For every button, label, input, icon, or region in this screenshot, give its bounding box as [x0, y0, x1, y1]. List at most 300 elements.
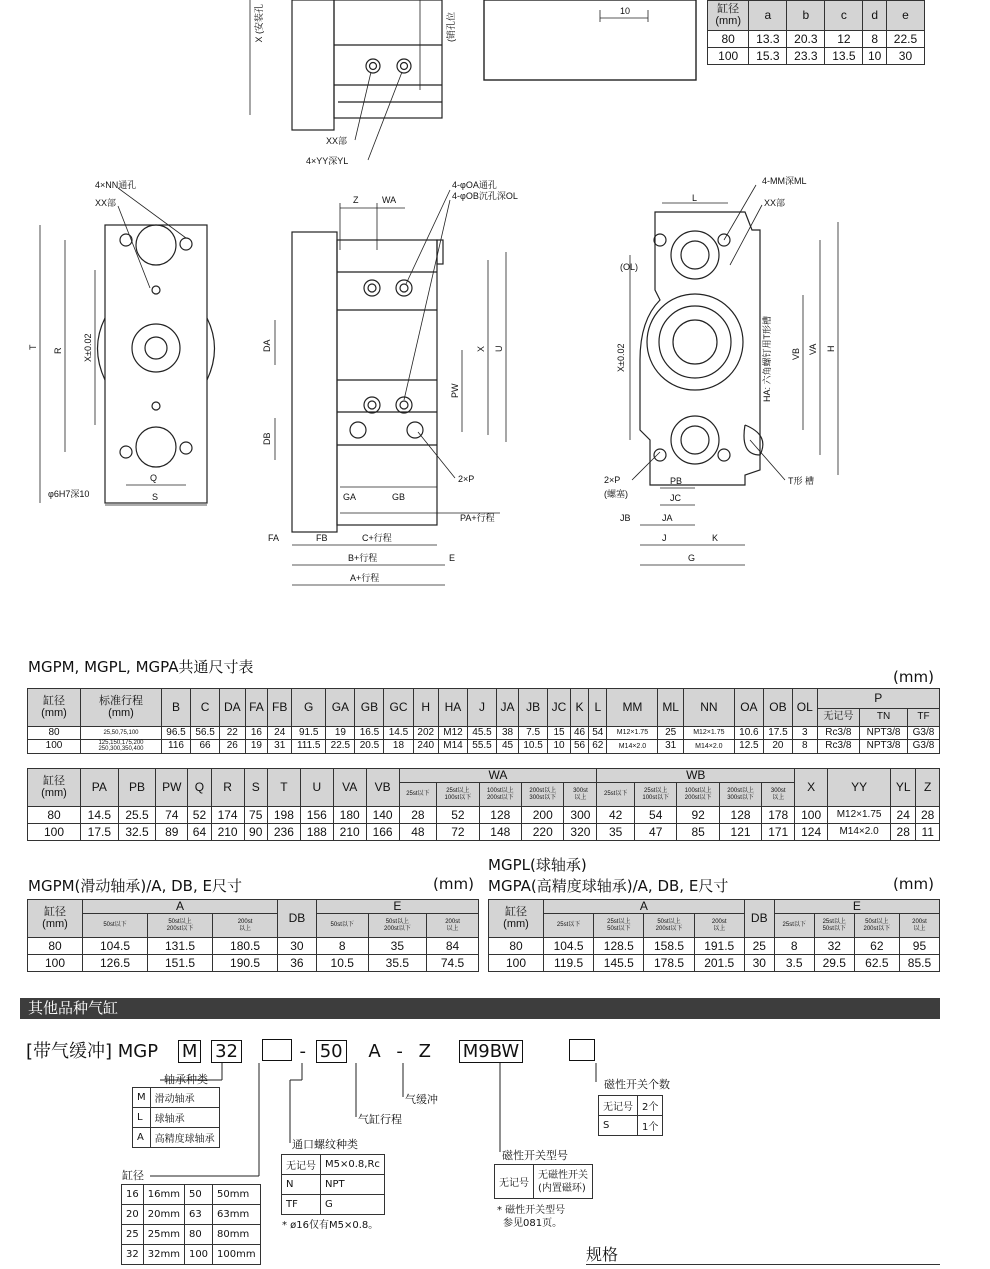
table-cell: 300 [564, 807, 597, 824]
table-row [28, 824, 940, 841]
table-cell: 80 [28, 727, 81, 740]
table-row [28, 727, 940, 740]
ab-cell: 10 [863, 48, 887, 65]
table-cell: 100 [28, 955, 83, 972]
bore-row [122, 1225, 261, 1245]
ct-head-p-sub: TF [907, 709, 939, 727]
table-cell: 151.5 [148, 955, 213, 972]
center-ob: 4-φOB沉孔深OL [452, 191, 518, 201]
left-q: Q [150, 473, 158, 483]
ct-head: JB [519, 689, 548, 727]
table-cell: NPT3/8 [860, 740, 908, 754]
bore-code: 80 [184, 1225, 212, 1245]
table-cell: 198 [267, 807, 300, 824]
table-cell: 85 [677, 824, 719, 841]
qty-count: 1个 [638, 1116, 663, 1136]
mgpm-head-db: DB [278, 900, 317, 938]
ct2-head: U [300, 769, 333, 807]
bearing-name: 球轴承 [150, 1108, 219, 1128]
ct2-head: PW [156, 769, 188, 807]
ten-label: 10 [620, 6, 631, 16]
mgpl-sub: 200st 以上 [694, 914, 744, 938]
ab-cell: 12 [825, 31, 863, 48]
mgpm-head-bore: 缸径 (mm) [28, 900, 83, 938]
bore-code: 16 [122, 1185, 144, 1205]
table-row [28, 955, 479, 972]
table-cell: 8 [792, 740, 817, 754]
table-cell: M12×1.75 [607, 727, 658, 740]
center-view [275, 190, 506, 585]
right-pb: PB [670, 476, 683, 486]
qty-code: S [599, 1116, 638, 1136]
table-cell: 28 [891, 824, 916, 841]
yy-label: 4×YY深YL [306, 156, 349, 166]
code-qty [569, 1039, 595, 1061]
ct2-sub: 200st以上 300st以下 [719, 783, 761, 807]
ab-head-b: b [787, 1, 825, 31]
ab-cell: 100 [708, 48, 749, 65]
table-cell: 3.5 [774, 955, 814, 972]
right-vb: VB [791, 347, 801, 360]
table-row [28, 740, 940, 754]
table-cell: 95 [899, 938, 939, 955]
table-cell: 126.5 [83, 955, 148, 972]
ct-head: HA [438, 689, 467, 727]
model-code: [带气缓冲] MGP M 32 - 50 A - Z M9BW [26, 1037, 595, 1063]
center-x: X [476, 345, 486, 352]
ct-head-p-sub: 无记号 [817, 709, 860, 727]
bore-row [122, 1185, 261, 1205]
ab-cell: 20.3 [787, 31, 825, 48]
table-cell: 92 [677, 807, 719, 824]
table-cell: 171 [762, 824, 795, 841]
ct-head: JA [497, 689, 519, 727]
table-cell: 52 [188, 807, 211, 824]
left-view [40, 188, 215, 505]
ct-head: 缸径 (mm) [28, 689, 81, 727]
table-cell: 62.5 [854, 955, 899, 972]
table-cell: 210 [333, 824, 366, 841]
table-cell: 54 [635, 807, 677, 824]
ct2-head: X [795, 769, 828, 807]
table-cell: 29.5 [814, 955, 854, 972]
ab-head-e: e [886, 1, 924, 31]
bearing-table [132, 1087, 220, 1148]
common-table-1 [27, 688, 940, 754]
ab-head-d: d [863, 1, 887, 31]
table-cell: 191.5 [694, 938, 744, 955]
right-view [630, 185, 838, 565]
table-cell: 64 [188, 824, 211, 841]
table-cell: 100 [489, 955, 544, 972]
table-cell: 25 [658, 727, 683, 740]
table-cell: 104.5 [544, 938, 594, 955]
table-cell: Rc3/8 [817, 740, 860, 754]
switch-code: 无记号 [495, 1165, 534, 1199]
center-gb: GB [392, 492, 406, 502]
bearing-name: 滑动轴承 [150, 1088, 219, 1108]
code-cushion: A [368, 1041, 381, 1062]
center-c: C+行程 [362, 533, 392, 543]
center-fa: FA [268, 533, 280, 543]
right-j: J [662, 533, 667, 543]
mgpm-head-e: E [316, 900, 478, 914]
ct2-head: S [244, 769, 267, 807]
table-cell: 8 [316, 938, 368, 955]
table-cell: 158.5 [644, 938, 694, 955]
ct-head: DA [220, 689, 245, 727]
ct-head: FB [268, 689, 292, 727]
table-cell: 100 [28, 824, 81, 841]
switch-desc: 无磁性开关 (内置磁环) [534, 1165, 593, 1199]
ab-cell: 15.3 [749, 48, 787, 65]
ct2-head: YL [891, 769, 916, 807]
common-table-unit: (mm) [893, 668, 934, 686]
port-row [282, 1155, 385, 1175]
table-cell: 56 [570, 740, 588, 754]
ct-head: K [570, 689, 588, 727]
bore-code: 50 [184, 1185, 212, 1205]
ct2-head: VB [366, 769, 399, 807]
table-cell: 32 [814, 938, 854, 955]
right-va: VA [808, 343, 818, 355]
right-xx: XX部 [764, 198, 786, 208]
bearing-row [133, 1128, 220, 1148]
table-cell: 80 [28, 807, 81, 824]
center-oa: 4-φOA通孔 [452, 180, 497, 190]
bore-code: 100 [184, 1245, 212, 1265]
table-cell: 38 [497, 727, 519, 740]
table-cell: 188 [300, 824, 333, 841]
right-l: L [692, 193, 698, 203]
ct-head: JC [548, 689, 571, 727]
code-switch: M9BW [459, 1040, 524, 1063]
bore-code: 32 [122, 1245, 144, 1265]
table-cell: G3/8 [907, 727, 939, 740]
ct-head: OL [792, 689, 817, 727]
mgpl-sub: 200st 以上 [899, 914, 939, 938]
mgpm-sub: 200st 以上 [427, 914, 479, 938]
right-jb: JB [620, 513, 631, 523]
stroke-label: 气缸行程 [358, 1113, 402, 1126]
ct-head: GB [355, 689, 384, 727]
table-cell: 80 [28, 938, 83, 955]
table-cell: 84 [427, 938, 479, 955]
x-mount-label: X (安装孔 [254, 4, 264, 43]
ct-head: NN [683, 689, 734, 727]
table-cell: 56.5 [191, 727, 220, 740]
table-cell: 74 [156, 807, 188, 824]
ab-head-c: c [825, 1, 863, 31]
mgpl-sub: 25st以下 [774, 914, 814, 938]
table-cell: 90 [244, 824, 267, 841]
table-cell: Rc3/8 [817, 727, 860, 740]
table-cell: 47 [635, 824, 677, 841]
table-row [28, 807, 940, 824]
ct-head-p: P [817, 689, 939, 709]
left-s: S [152, 492, 159, 502]
mgpm-sub: 200st 以上 [213, 914, 278, 938]
table-cell: 121 [719, 824, 761, 841]
mgpl-table [488, 899, 940, 972]
table-cell: 36 [278, 955, 317, 972]
qty-row [599, 1096, 663, 1116]
table-cell: 320 [564, 824, 597, 841]
mgpm-title: MGPM(滑动轴承)/A, DB, E尺寸 [28, 877, 242, 895]
left-t: T [28, 344, 38, 350]
common-table-title: MGPM, MGPL, MGPA共通尺寸表 [28, 658, 254, 676]
table-cell: 17.5 [81, 824, 119, 841]
ct2-head: PB [118, 769, 156, 807]
bore-row [122, 1245, 261, 1265]
table-cell: 62 [854, 938, 899, 955]
spec-label: 规格 [586, 1245, 619, 1264]
center-p: 2×P [458, 474, 475, 484]
center-b: B+行程 [348, 553, 378, 563]
ct2-head: PA [81, 769, 119, 807]
table-cell: 14.5 [81, 807, 119, 824]
right-p: 2×P [604, 475, 621, 485]
table-cell: 96.5 [162, 727, 191, 740]
mgpl-sub: 25st以下 [544, 914, 594, 938]
port-row [282, 1195, 385, 1215]
ct2-sub: 300st 以上 [564, 783, 597, 807]
bearing-code: L [133, 1108, 151, 1128]
table-cell: 119.5 [544, 955, 594, 972]
table-cell: 26 [220, 740, 245, 754]
ct2-head-wb: WB [597, 769, 795, 783]
center-a: A+行程 [350, 573, 380, 583]
qty-code: 无记号 [599, 1096, 638, 1116]
table-cell: G3/8 [907, 740, 939, 754]
bore-code: 63 [184, 1205, 212, 1225]
table-cell: 35 [597, 824, 635, 841]
port-thread: G [321, 1195, 385, 1215]
table-cell: 22 [220, 727, 245, 740]
ab-cell: 23.3 [787, 48, 825, 65]
table-cell: 20 [763, 740, 792, 754]
table-cell: M14×2.0 [828, 824, 891, 841]
table-cell: 156 [300, 807, 333, 824]
table-cell: 25 [744, 938, 774, 955]
ct-head: J [468, 689, 497, 727]
table-cell: 10.5 [316, 955, 368, 972]
table-cell: 124 [795, 824, 828, 841]
table-cell: 240 [413, 740, 438, 754]
mgpm-sub: 50st以下 [83, 914, 148, 938]
table-cell: 236 [267, 824, 300, 841]
mgpl-sub: 50st以上 200st以下 [644, 914, 694, 938]
table-cell: 220 [522, 824, 564, 841]
ct-head: GC [384, 689, 413, 727]
table-cell: 111.5 [292, 740, 326, 754]
table-cell: 32.5 [118, 824, 156, 841]
ct2-sub: 100st以上 200st以下 [677, 783, 719, 807]
left-pin: φ6H7深10 [48, 489, 90, 499]
table-cell: 20.5 [355, 740, 384, 754]
right-ha: HA: 六角螺钉用T形槽 [762, 315, 772, 402]
table-cell: 89 [156, 824, 188, 841]
center-pw: PW [450, 383, 460, 398]
table-cell: 3 [792, 727, 817, 740]
ct2-head: 缸径 (mm) [28, 769, 81, 807]
table-cell: 166 [366, 824, 399, 841]
table-cell: 178.5 [644, 955, 694, 972]
table-cell: 35 [368, 938, 426, 955]
mgpm-sub: 50st以上 200st以下 [368, 914, 426, 938]
table-cell: M12×1.75 [683, 727, 734, 740]
table-cell: NPT3/8 [860, 727, 908, 740]
xx-label-top: XX部 [326, 136, 348, 146]
table-cell: 45.5 [468, 727, 497, 740]
table-cell: 174 [211, 807, 244, 824]
bore-size: 25mm [143, 1225, 184, 1245]
code-bearing: M [178, 1040, 202, 1063]
table-row [489, 938, 940, 955]
table-cell: 10.6 [734, 727, 763, 740]
ab-cell: 13.5 [825, 48, 863, 65]
ab-cell: 13.3 [749, 31, 787, 48]
ab-head-bore: 缸径 (mm) [708, 1, 749, 31]
ab-cell: 8 [863, 31, 887, 48]
table-cell: 104.5 [83, 938, 148, 955]
ct2-head: R [211, 769, 244, 807]
table-cell: 45 [497, 740, 519, 754]
code-stroke: 50 [316, 1040, 347, 1063]
common-table-2 [27, 768, 940, 841]
table-cell: 28 [916, 807, 940, 824]
mgpm-sub: 50st以上 200st以下 [148, 914, 213, 938]
qty-table [598, 1095, 663, 1136]
mgpl-sub: 25st以上 50st以下 [814, 914, 854, 938]
center-da: DA [262, 339, 272, 352]
ct2-head: Z [916, 769, 940, 807]
bore-size: 20mm [143, 1205, 184, 1225]
ab-table [707, 0, 925, 65]
bearing-code: A [133, 1128, 151, 1148]
code-bore: 32 [211, 1040, 242, 1063]
bore-code: 25 [122, 1225, 144, 1245]
center-e: E [449, 553, 456, 563]
table-cell: 12.5 [734, 740, 763, 754]
bore-code: 20 [122, 1205, 144, 1225]
main-drawings [0, 170, 990, 600]
table-cell: 30 [278, 938, 317, 955]
port-note: * ø16仅有M5×0.8。 [282, 1220, 379, 1231]
ct2-sub: 25st以下 [399, 783, 437, 807]
table-cell: 24 [891, 807, 916, 824]
bore-size: 50mm [213, 1185, 261, 1205]
table-cell: 25.5 [118, 807, 156, 824]
left-nn: 4×NN通孔 [95, 180, 137, 190]
ct-head: C [191, 689, 220, 727]
bore-title: 缸径 [122, 1169, 144, 1182]
table-cell: 31 [268, 740, 292, 754]
table-cell: 17.5 [763, 727, 792, 740]
ab-head-a: a [749, 1, 787, 31]
table-cell: 55.5 [468, 740, 497, 754]
mgpl-head-db: DB [744, 900, 774, 938]
qty-row [599, 1116, 663, 1136]
table-cell: 15 [548, 727, 571, 740]
table-cell: 80 [489, 938, 544, 955]
table-cell: 46 [570, 727, 588, 740]
ct-head: G [292, 689, 326, 727]
ct-head: L [589, 689, 607, 727]
bore-size: 32mm [143, 1245, 184, 1265]
table-cell: 10.5 [519, 740, 548, 754]
table-cell: 11 [916, 824, 940, 841]
ct-head: MM [607, 689, 658, 727]
table-cell: 19 [245, 740, 268, 754]
table-cell: 91.5 [292, 727, 326, 740]
table-cell: 35.5 [368, 955, 426, 972]
ct2-sub: 100st以上 200st以下 [479, 783, 521, 807]
right-k: K [712, 533, 719, 543]
mgpm-sub: 50st以下 [316, 914, 368, 938]
code-z: Z [418, 1041, 431, 1062]
table-cell: 48 [399, 824, 437, 841]
table-cell: 145.5 [594, 955, 644, 972]
table-cell: 200 [522, 807, 564, 824]
table-cell: 10 [548, 740, 571, 754]
table-cell: M14×2.0 [607, 740, 658, 754]
table-cell: 19 [326, 727, 355, 740]
code-dash: - [396, 1041, 403, 1062]
table-cell: 24 [268, 727, 292, 740]
port-row [282, 1175, 385, 1195]
table-cell: 74.5 [427, 955, 479, 972]
table-cell: 54 [589, 727, 607, 740]
table-cell: 16 [245, 727, 268, 740]
section-bar: 其他品种气缸 [20, 998, 940, 1019]
cushion-label: 气缓冲 [405, 1093, 438, 1106]
ct-head: 标准行程 (mm) [81, 689, 162, 727]
bearing-code: M [133, 1088, 151, 1108]
ct-head: OB [763, 689, 792, 727]
port-code: 无记号 [282, 1155, 321, 1175]
table-cell: M12×1.75 [828, 807, 891, 824]
table-cell: 25,50,75,100 [81, 727, 162, 740]
table-cell: M14 [438, 740, 467, 754]
table-cell: 128 [479, 807, 521, 824]
ct2-head: YY [828, 769, 891, 807]
mgpm-table [27, 899, 479, 972]
center-ga: GA [343, 492, 357, 502]
ab-cell: 30 [886, 48, 924, 65]
table-cell: 140 [366, 807, 399, 824]
table-cell: 52 [437, 807, 479, 824]
bore-row [122, 1205, 261, 1225]
bore-table [121, 1184, 261, 1265]
table-cell: 8 [774, 938, 814, 955]
table-cell: 190.5 [213, 955, 278, 972]
ct2-sub: 25st以下 [597, 783, 635, 807]
spec-table-edge [586, 1264, 940, 1269]
right-ja: JA [662, 513, 673, 523]
table-cell: 14.5 [384, 727, 413, 740]
table-row [28, 938, 479, 955]
bearing-name: 高精度球轴承 [150, 1128, 219, 1148]
table-cell: 30 [744, 955, 774, 972]
table-cell: 125,150,175,200 250,300,350,400 [81, 740, 162, 754]
bore-size: 80mm [213, 1225, 261, 1245]
mgpl-sub: 25st以上 50st以下 [594, 914, 644, 938]
bearing-row [133, 1108, 220, 1128]
port-title: 通口螺纹种类 [292, 1138, 358, 1151]
table-cell: 31 [658, 740, 683, 754]
bore-size: 100mm [213, 1245, 261, 1265]
